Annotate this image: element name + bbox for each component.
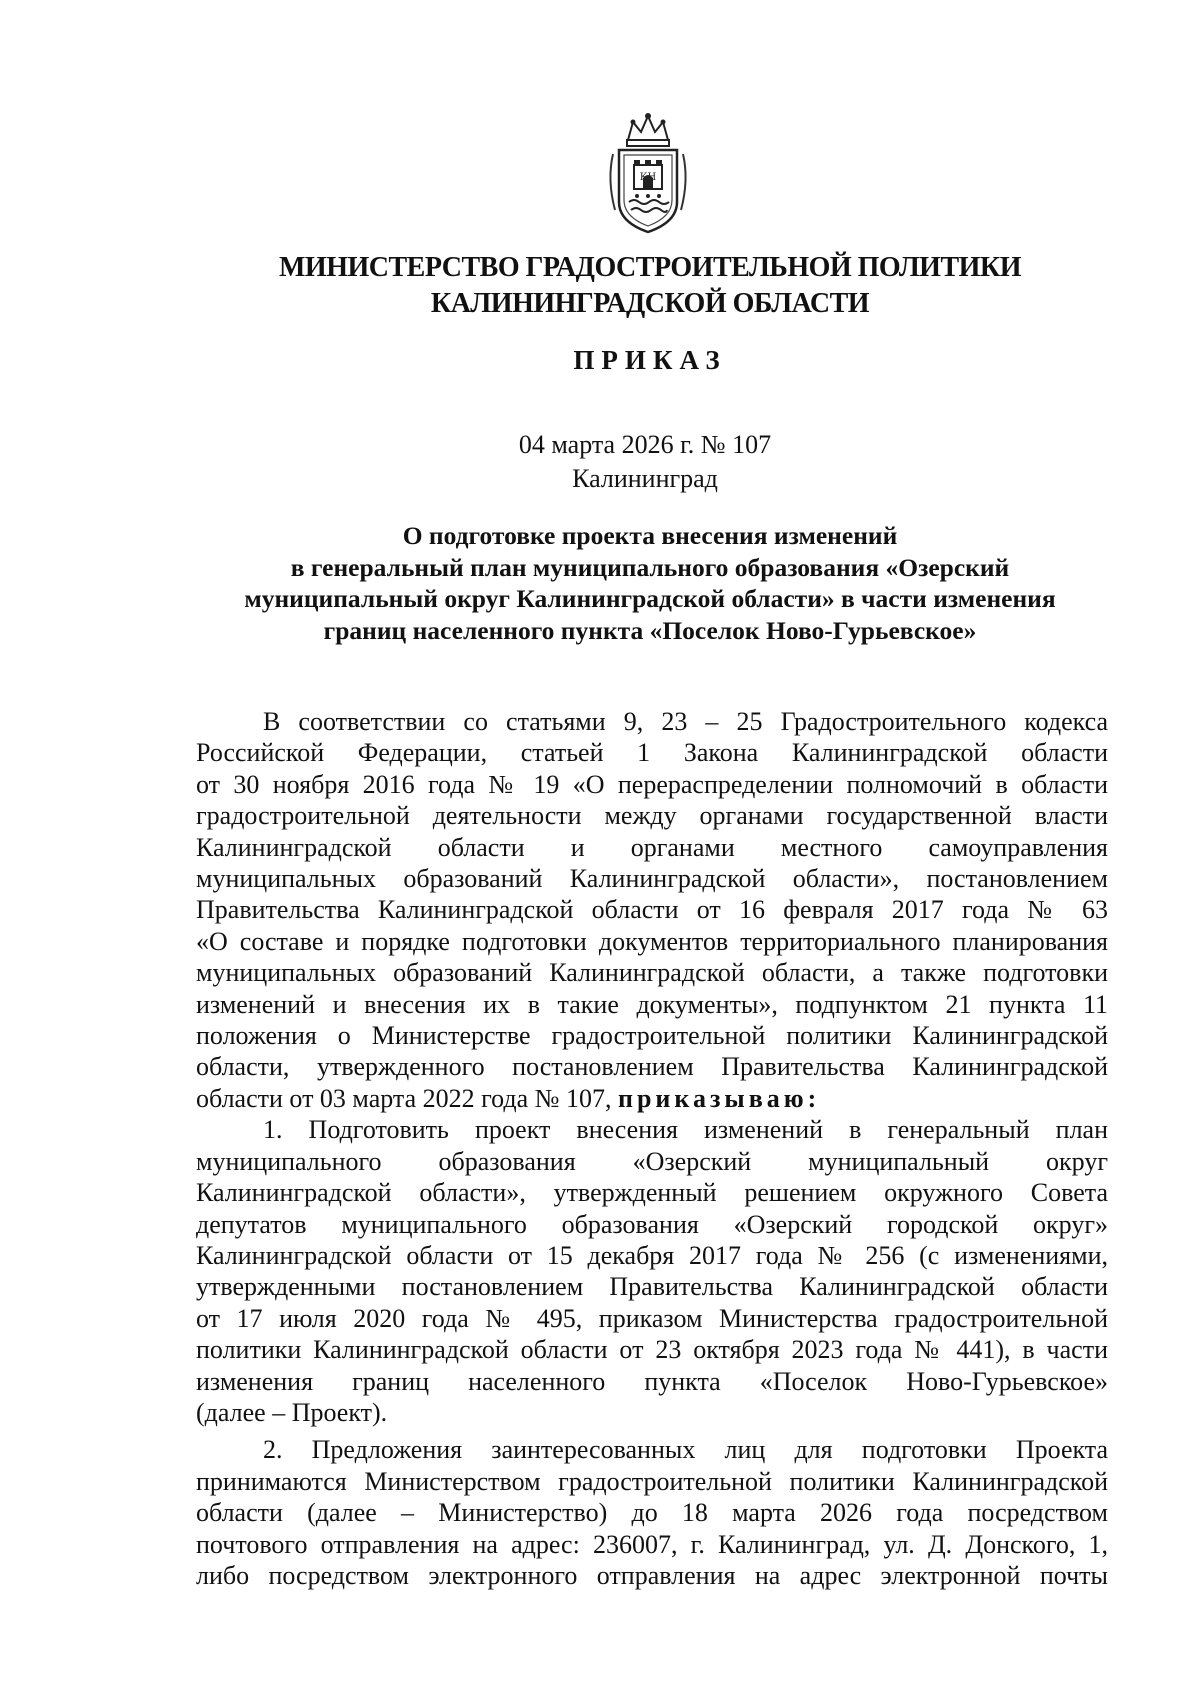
order-subject (210, 520, 1090, 646)
body-line: Калининградской области и органами местного самоуправления (196, 832, 1108, 862)
body-line: 1. Подготовить проект внесения изменений в генеральный план (263, 1115, 1108, 1145)
body-line: изменения границ населенного пункта «Поселок Ново-Гурьевское» (196, 1366, 1108, 1396)
body-line: (далее – Проект). (196, 1397, 388, 1427)
ministry-name-line2: КАЛИНИНГРАДСКОЙ ОБЛАСТИ (430, 288, 870, 319)
body-line: «О составе и порядке подготовки документов территориального планирования (196, 926, 1108, 956)
body-line: В соответствии со статьями 9, 23 – 25 Градостроительного кодекса (263, 707, 1108, 736)
ministry-name-line1: МИНИСТЕРСТВО ГРАДОСТРОИТЕЛЬНОЙ ПОЛИТИКИ (278, 252, 1021, 283)
body-line: положения о Министерстве градостроительной политики Калининградской (196, 1021, 1108, 1051)
item-1-paragraph (196, 1114, 1108, 1428)
order-body (196, 706, 1108, 1591)
order-verb: приказываю: (617, 1083, 821, 1113)
body-line: Калининградской области», утвержденный решением окружного Совета (196, 1178, 1108, 1208)
body-line: изменений и внесения их в такие документы», подпунктом 21 пункта 11 (196, 989, 1108, 1019)
order-date-number: 04 марта 2026 г. № 107 (518, 430, 772, 459)
body-line: области (далее – Министерство) до 18 марта 2026 года посредством (196, 1498, 1108, 1528)
body-line: политики Калининградской области от 23 октября 2023 года № 441), в части (196, 1335, 1108, 1365)
body-line: муниципальных образований Калининградской области», постановлением (196, 864, 1108, 894)
body-line: от 30 ноября 2016 года № 19 «О перераспределении полномочий в области (196, 769, 1108, 799)
body-line: депутатов муниципального образования «Озерский городской округ» (196, 1209, 1108, 1239)
subject-line: границ населенного пункта «Поселок Ново-Гурьевское» (323, 615, 977, 645)
body-line: принимаются Министерством градостроительной политики Калининградской (196, 1466, 1108, 1496)
body-line: от 17 июля 2020 года № 495, приказом Министерства градостроительной (196, 1303, 1108, 1333)
order-date-block (0, 428, 1200, 496)
body-line: либо посредством электронного отправления на адрес электронной почты (196, 1560, 1108, 1590)
body-line: муниципального образования «Озерский муниципальный округ (196, 1146, 1108, 1176)
subject-line: муниципальный округ Калининградской области» в части изменения (244, 584, 1056, 613)
body-line (196, 1083, 1108, 1114)
body-line: Правительства Калининградской области от 16 февраля 2017 года № 63 (196, 895, 1108, 925)
item-2-paragraph (196, 1434, 1108, 1591)
ministry-name (0, 250, 1200, 322)
preamble-paragraph (196, 706, 1108, 1114)
body-line: 2. Предложения заинтересованных лиц для подготовки Проекта (263, 1435, 1108, 1465)
order-city: Калининград (572, 464, 718, 493)
body-line: Российской Федерации, статьей 1 Закона Калининградской области (196, 738, 1108, 768)
preamble-last-line: области от 03 марта 2022 года № 107, (196, 1083, 612, 1113)
body-line: утвержденными постановлением Правительства Калининградской области (196, 1272, 1108, 1302)
subject-line: в генеральный план муниципального образования «Озерский (290, 552, 1010, 582)
body-line: области, утвержденного постановлением Правительства Калининградской (196, 1052, 1108, 1082)
body-line: Калининградской области от 15 декабря 2017 года № 256 (с изменениями, (196, 1240, 1108, 1270)
svg-text:КН: КН (639, 172, 657, 183)
order-title: ПРИКАЗ (573, 345, 727, 375)
body-line: муниципальных образований Калининградской области, а также подготовки (196, 958, 1108, 988)
body-line: почтового отправления на адрес: 236007, г. Калининград, ул. Д. Донского, 1, (196, 1529, 1108, 1559)
coat-of-arms-emblem (603, 110, 693, 238)
body-line: градостроительной деятельности между органами государственной власти (196, 801, 1108, 831)
subject-line: О подготовке проекта внесения изменений (402, 521, 898, 550)
